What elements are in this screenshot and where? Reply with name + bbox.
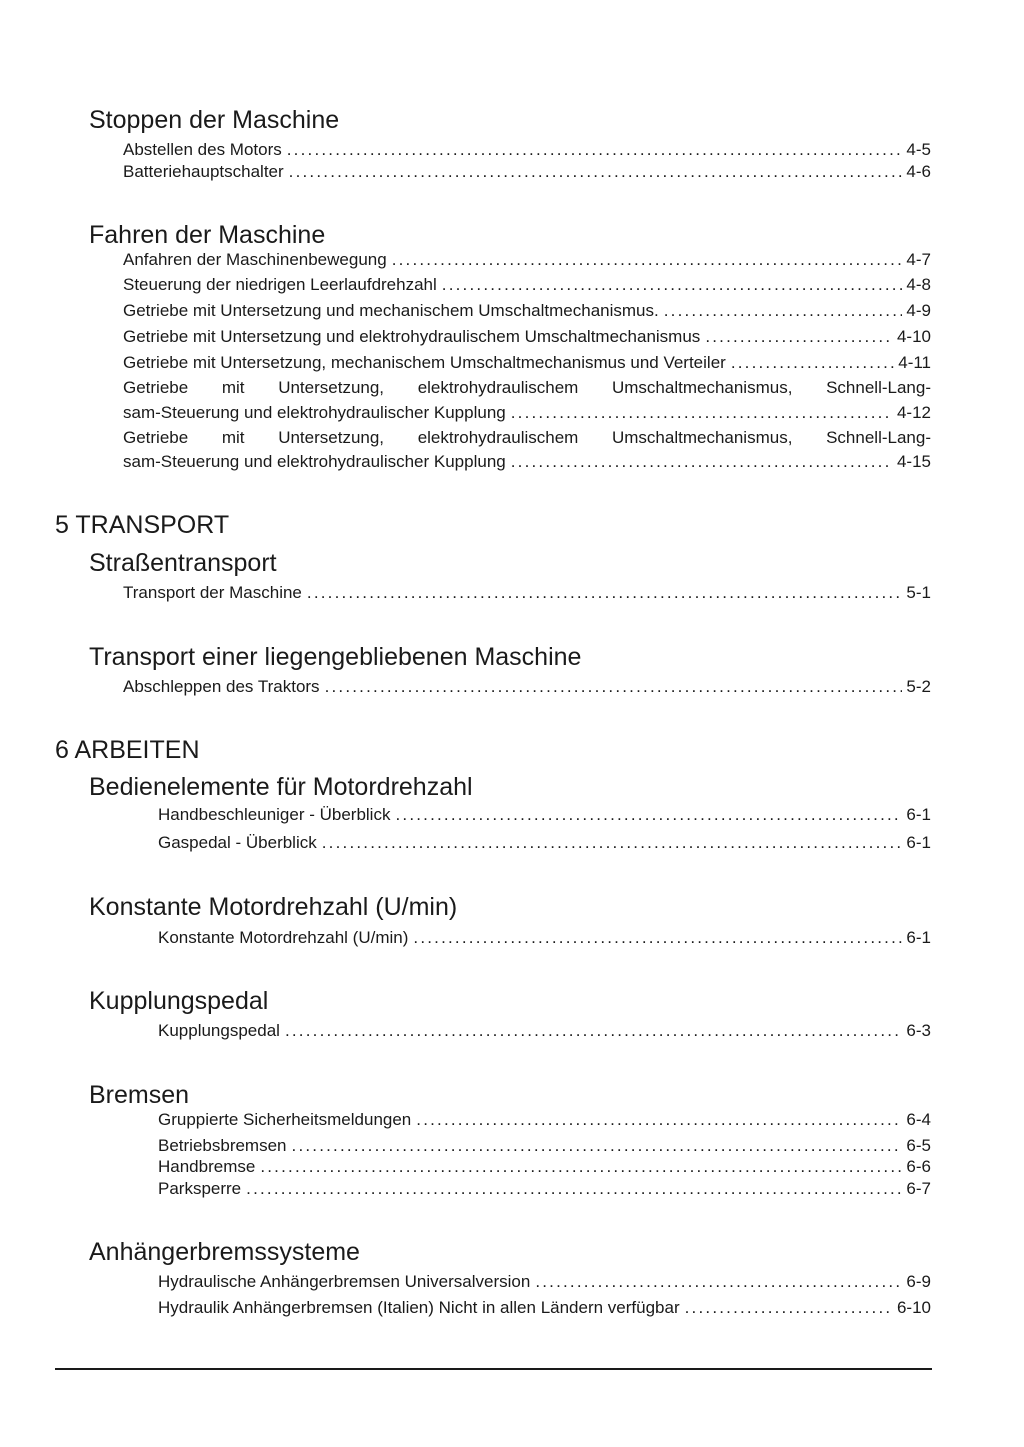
toc-chapter-heading: 6 ARBEITEN xyxy=(55,736,200,764)
toc-entry[interactable] xyxy=(158,806,931,823)
toc-page-number: 6-10 xyxy=(896,1298,931,1317)
toc-leader-dots xyxy=(731,354,894,371)
toc-leader-dots xyxy=(416,1111,902,1128)
toc-entry-label: Parksperre xyxy=(158,1179,242,1198)
toc-leader-dots xyxy=(322,834,903,851)
toc-entry[interactable] xyxy=(158,1111,931,1128)
toc-section-heading: Straßentransport xyxy=(89,549,277,577)
toc-entry-label: Batteriehauptschalter xyxy=(123,162,284,181)
toc-entry[interactable] xyxy=(158,1022,931,1039)
toc-page-number: 6-7 xyxy=(906,1179,931,1198)
toc-entry[interactable] xyxy=(123,453,931,470)
toc-entry-label: Betriebsbremsen xyxy=(158,1136,287,1155)
toc-entry-label: sam-Steuerung und elektrohydraulischer Kupplung xyxy=(123,452,506,471)
toc-page-number: 4-7 xyxy=(906,250,931,269)
toc-page-number: 4-9 xyxy=(906,301,931,320)
toc-page-number: 4-5 xyxy=(906,140,931,159)
toc-entry-label: Handbeschleuniger - Überblick xyxy=(158,805,391,824)
toc-chapter-heading: 5 TRANSPORT xyxy=(55,511,230,539)
toc-entry[interactable] xyxy=(123,163,931,180)
toc-entry[interactable] xyxy=(123,678,931,695)
toc-leader-dots xyxy=(664,302,903,319)
toc-page-number: 4-10 xyxy=(896,327,931,346)
toc-section-heading: Transport einer liegengebliebenen Maschine xyxy=(89,643,582,671)
toc-entry-label: Getriebe mit Untersetzung und elektrohydraulischem Umschaltmechanismus xyxy=(123,327,701,346)
toc-page-number: 4-15 xyxy=(896,452,931,471)
toc-entry[interactable] xyxy=(123,584,931,601)
toc-entry[interactable] xyxy=(123,251,931,268)
toc-entry[interactable] xyxy=(123,328,931,345)
toc-page-number: 6-1 xyxy=(906,833,931,852)
toc-entry[interactable] xyxy=(123,354,931,371)
toc-entry-label: Gruppierte Sicherheitsmeldungen xyxy=(158,1110,412,1129)
toc-leader-dots xyxy=(392,251,903,268)
toc-page-number: 6-1 xyxy=(906,928,931,947)
toc-section-heading: Konstante Motordrehzahl (U/min) xyxy=(89,893,458,921)
toc-leader-dots xyxy=(292,1137,903,1154)
toc-leader-dots xyxy=(705,328,893,345)
toc-leader-dots xyxy=(260,1158,902,1175)
toc-entry-label: sam-Steuerung und elektrohydraulischer Kupplung xyxy=(123,403,506,422)
toc-entry[interactable] xyxy=(123,141,931,158)
toc-leader-dots xyxy=(442,276,903,293)
toc-page-number: 4-12 xyxy=(896,403,931,422)
toc-entry[interactable] xyxy=(158,1180,931,1197)
toc-entry-label: Hydraulische Anhängerbremsen Universalversion xyxy=(158,1272,531,1291)
toc-entry-label: Konstante Motordrehzahl (U/min) xyxy=(158,928,409,947)
toc-leader-dots xyxy=(395,806,902,823)
toc-leader-dots xyxy=(511,404,893,421)
toc-page-number: 6-4 xyxy=(906,1110,931,1129)
toc-entry[interactable] xyxy=(158,1137,931,1154)
toc-section-heading: Stoppen der Maschine xyxy=(89,106,340,134)
toc-entry-label-line1: Getriebe mit Untersetzung, elektrohydraulischem Umschaltmechanismus, Schnell-Lang- xyxy=(123,378,931,397)
toc-section-heading: Kupplungspedal xyxy=(89,987,269,1015)
toc-entry-label: Getriebe mit Untersetzung und mechanischem Umschaltmechanismus. xyxy=(123,301,659,320)
toc-leader-dots xyxy=(287,141,903,158)
toc-page-number: 6-3 xyxy=(906,1021,931,1040)
toc-leader-dots xyxy=(413,929,902,946)
toc-page-number: 4-8 xyxy=(906,275,931,294)
toc-page-number: 4-11 xyxy=(898,353,931,372)
toc-leader-dots xyxy=(289,163,903,180)
toc-leader-dots xyxy=(307,584,903,601)
toc-entry-label: Abschleppen des Traktors xyxy=(123,677,320,696)
toc-page-number: 4-6 xyxy=(906,162,931,181)
toc-entry[interactable] xyxy=(123,302,931,319)
toc-section-heading: Anhängerbremssysteme xyxy=(89,1238,360,1266)
toc-page-number: 6-6 xyxy=(906,1157,931,1176)
toc-entry-label: Transport der Maschine xyxy=(123,583,302,602)
toc-entry[interactable] xyxy=(158,834,931,851)
toc-entry[interactable] xyxy=(123,276,931,293)
toc-leader-dots xyxy=(285,1022,902,1039)
toc-leader-dots xyxy=(511,453,893,470)
toc-leader-dots xyxy=(685,1299,893,1316)
toc-section-heading: Bedienelemente für Motordrehzahl xyxy=(89,773,473,801)
toc-leader-dots xyxy=(246,1180,902,1197)
toc-entry[interactable] xyxy=(158,1299,931,1316)
toc-page-number: 5-2 xyxy=(906,677,931,696)
toc-entry-label: Handbremse xyxy=(158,1157,256,1176)
toc-entry-label: Hydraulik Anhängerbremsen (Italien) Nicht in allen Ländern verfügbar xyxy=(158,1298,680,1317)
toc-page-number: 6-5 xyxy=(906,1136,931,1155)
toc-entry-label: Steuerung der niedrigen Leerlaufdrehzahl xyxy=(123,275,437,294)
toc-entry-label: Gaspedal - Überblick xyxy=(158,833,317,852)
toc-entry-label-line1: Getriebe mit Untersetzung, elektrohydraulischem Umschaltmechanismus, Schnell-Lang- xyxy=(123,428,931,447)
toc-page-number: 6-1 xyxy=(906,805,931,824)
toc-leader-dots xyxy=(325,678,903,695)
toc-entry[interactable] xyxy=(158,1158,931,1175)
toc-section-heading: Bremsen xyxy=(89,1081,190,1109)
toc-entry-label: Getriebe mit Untersetzung, mechanischem Umschaltmechanismus und Verteiler xyxy=(123,353,726,372)
toc-entry-label: Anfahren der Maschinenbewegung xyxy=(123,250,387,269)
toc-section-heading: Fahren der Maschine xyxy=(89,221,326,249)
toc-page-number: 5-1 xyxy=(906,583,931,602)
toc-page-number: 6-9 xyxy=(906,1272,931,1291)
toc-entry[interactable] xyxy=(158,1273,931,1290)
toc-entry-label: Abstellen des Motors xyxy=(123,140,282,159)
toc-entry[interactable] xyxy=(158,929,931,946)
toc-entry-label: Kupplungspedal xyxy=(158,1021,280,1040)
toc-entry[interactable] xyxy=(123,404,931,421)
footer-rule xyxy=(55,1368,932,1370)
toc-leader-dots xyxy=(535,1273,902,1290)
